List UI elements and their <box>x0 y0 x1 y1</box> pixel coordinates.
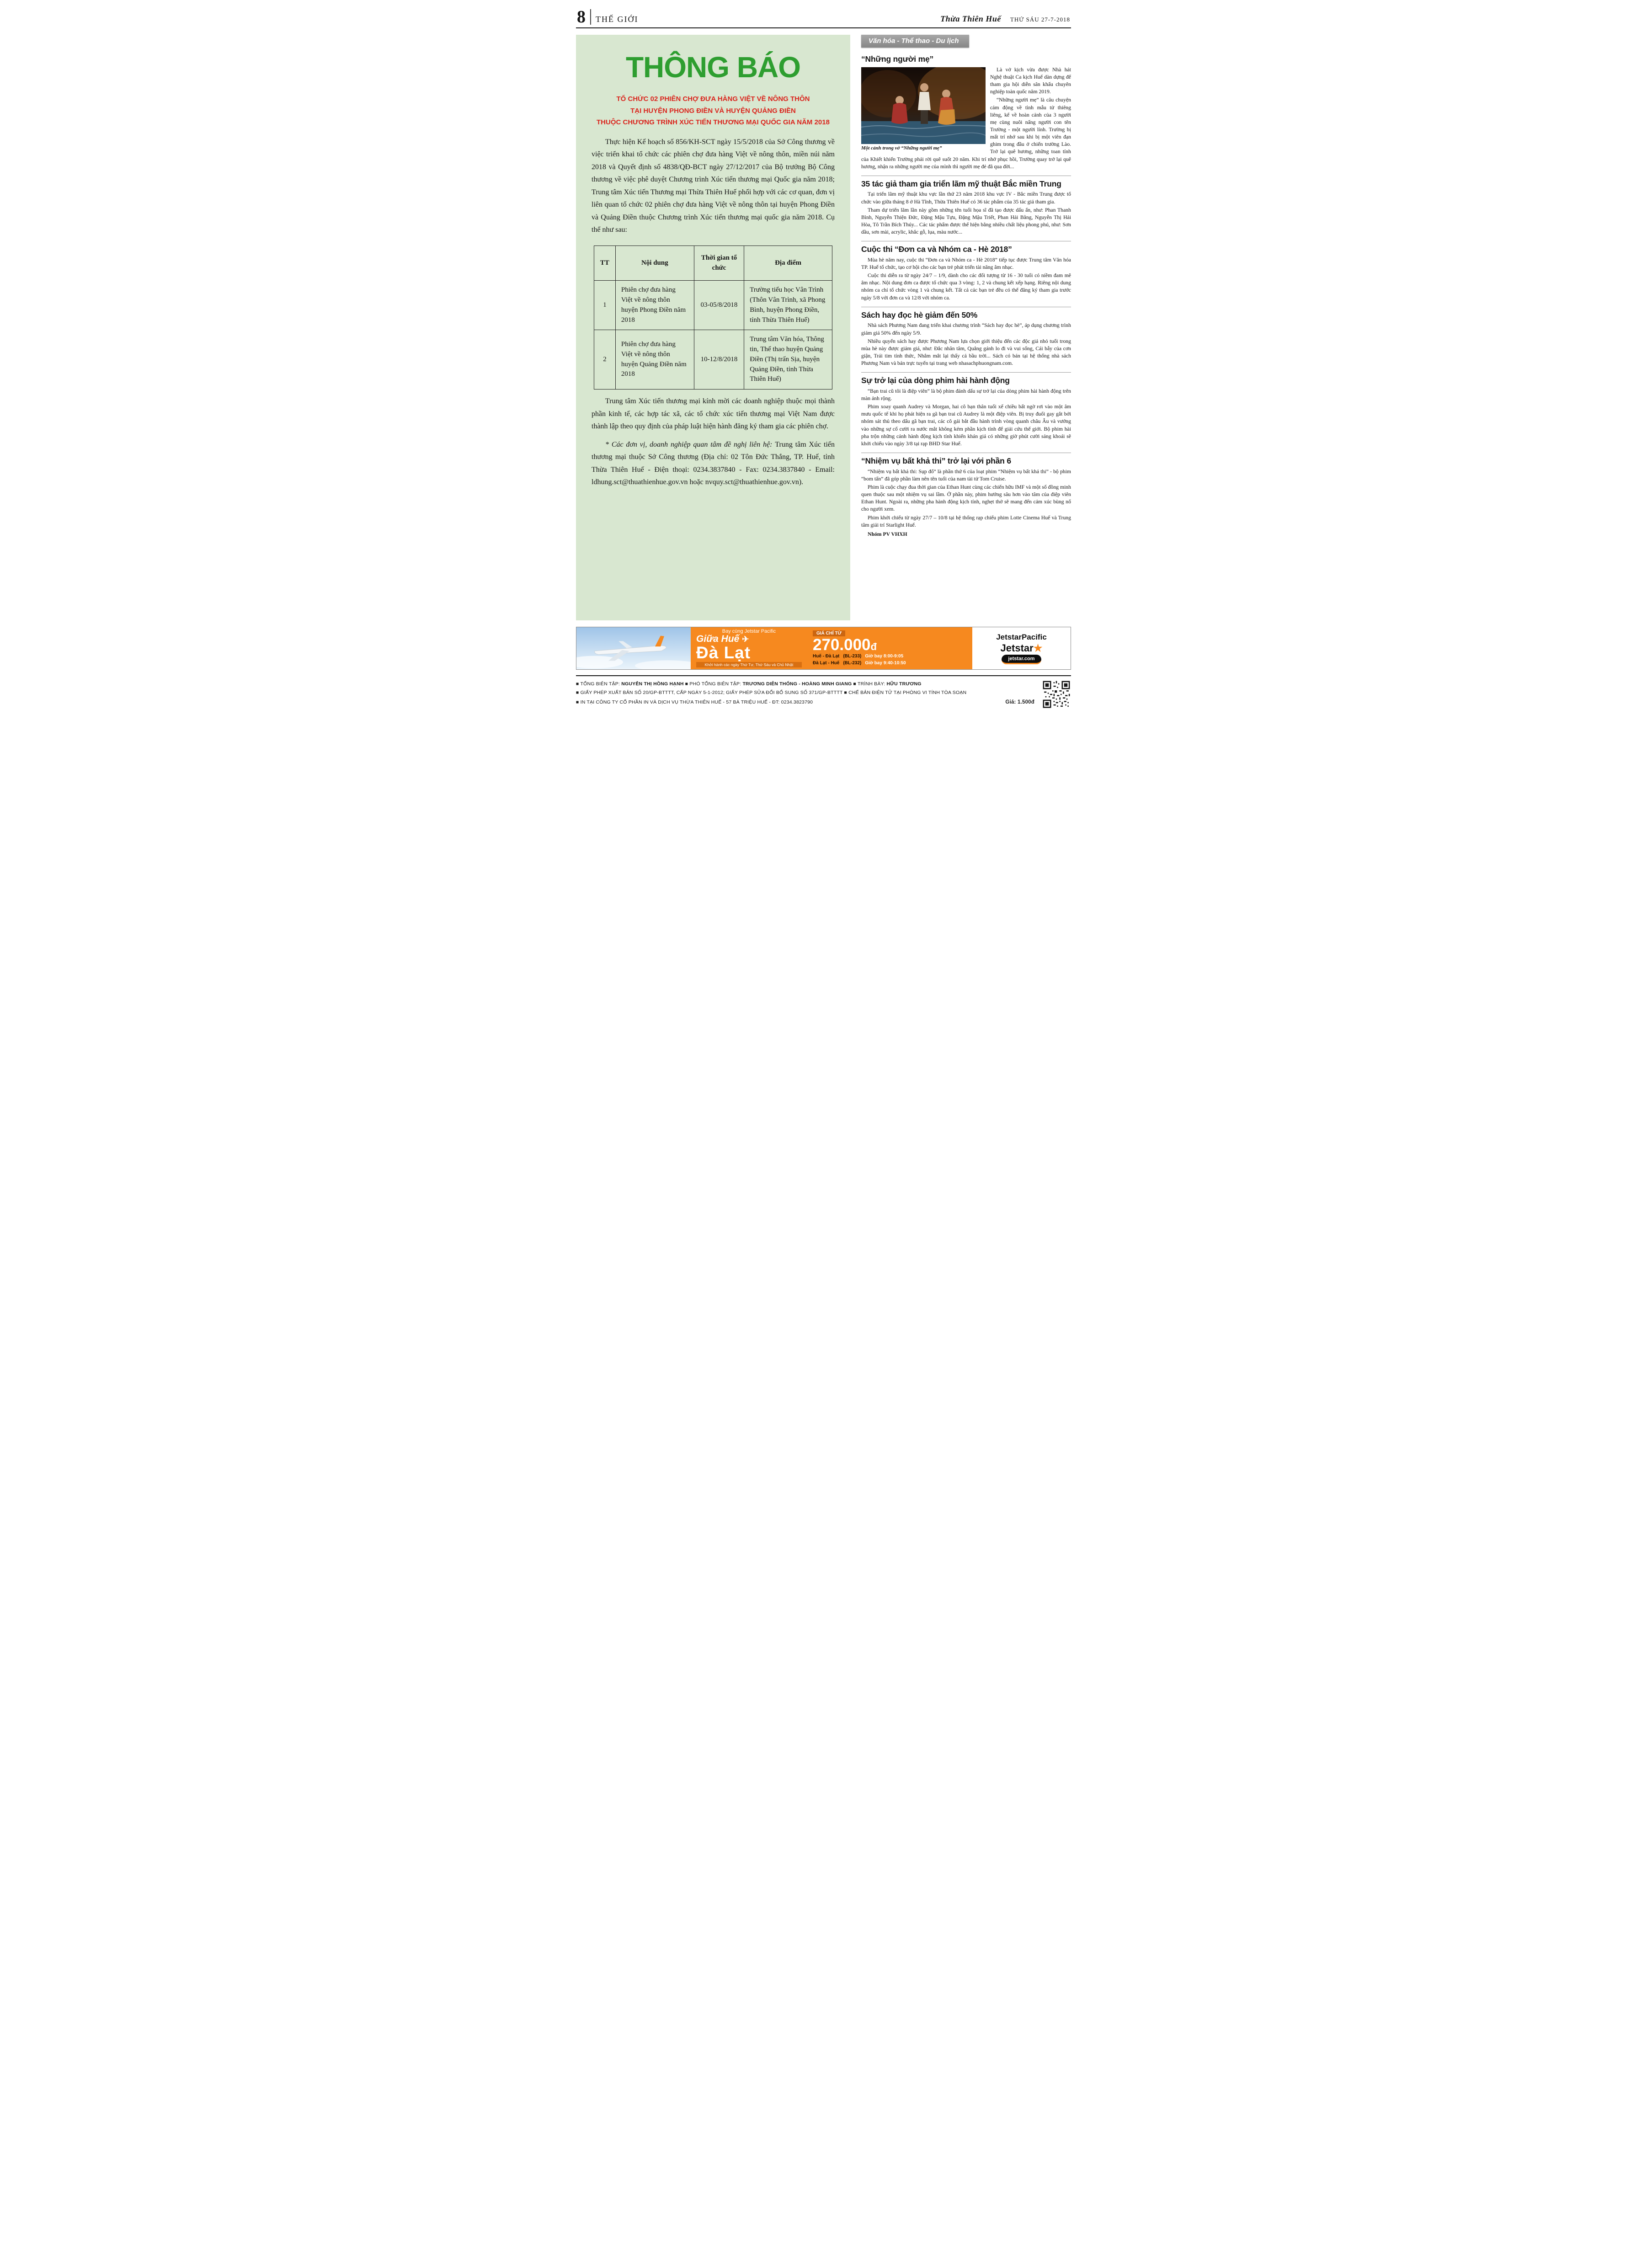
imprint-line-3 <box>576 698 1034 707</box>
article-headline: “Những người mẹ” <box>861 54 934 64</box>
section-title: THẾ GIỚI <box>596 14 639 24</box>
article-cuoc-thi-don-ca <box>861 241 1071 306</box>
announcement-contact <box>592 438 835 489</box>
article-paragraph: “Bạn trai cũ tôi là điệp viên” là bộ phim đánh dấu sự trở lại của dòng phim hài hành động trên màn ảnh rộng. <box>861 388 1071 402</box>
imprint-footer <box>576 675 1071 709</box>
cell-diadiem: Trường tiểu học Vân Trình (Thôn Vân Trình, xã Phong Bình, huyện Phong Điền, tỉnh Thừa Thiên Huế) <box>744 281 832 330</box>
article-headline: 35 tác giả tham gia triển lãm mỹ thuật Bắc miền Trung <box>861 179 1061 188</box>
cell-thoigian: 03-05/8/2018 <box>694 281 744 330</box>
ad-price-block <box>807 627 972 669</box>
table-row <box>594 330 832 390</box>
deputy-editors: TRƯƠNG DIÊN THỐNG - HOÀNG MINH GIANG <box>742 681 852 687</box>
imprint-printing-info: ■ IN TẠI CÔNG TY CỔ PHẦN IN VÀ DỊCH VỤ THỪA THIÊN HUẾ - 57 BÀ TRIỆU HUẾ - ĐT: 0234.3823790 <box>576 699 813 705</box>
culture-column <box>861 35 1071 620</box>
article-nhiem-vu-bat-kha-thi <box>861 453 1071 543</box>
imprint-label: ■ TRÌNH BÀY: <box>852 681 887 687</box>
article-phim-hai-hanh-dong <box>861 372 1071 453</box>
flight-time: Giờ bay 8:00-9:05 <box>865 654 904 659</box>
article-paragraph: “Nhiệm vụ bất khả thi: Sụp đổ” là phần thứ 6 của loạt phim “Nhiệm vụ bất khả thi” - bộ phim “bom tấn” đã góp phần làm nên tên tuổi của nam tài tử Tom Cruise. <box>861 468 1071 482</box>
issue-date: THỨ SÁU 27-7-2018 <box>1010 16 1070 23</box>
header-left <box>577 9 638 25</box>
article-paragraph: Phim xoay quanh Audrey và Morgan, hai cô bạn thân tuổi xế chiều bất ngờ rơi vào một âm mưu quốc tế khi họ phát hiện ra gã bạn trai cũ Audrey là một điệp viên. Bị truy đuổi gay gắt bởi nhóm sát thủ theo dấu gã bạn trai, các cô gái bắt đầu hành trình vòng quanh châu Âu và vướng vào những sự cố cười ra nước mắt không kém phần kịch tính để giải cứu thế giới. Bộ phim hài pha trộn những cảnh hành động kịch tính khiến khán giả có những giờ phút cười sảng khoái sẽ khởi chiếu vào ngày 3/8 tại rạp BHD Star Huế. <box>861 404 1071 447</box>
imprint-line-1 <box>576 680 1034 688</box>
theater-scene-photo <box>861 67 986 144</box>
cell-diadiem: Trung tâm Văn hóa, Thông tin, Thể thao huyện Quảng Điền (Thị trấn Sịa, huyện Quảng Điền, tỉnh Thừa Thiên Huế) <box>744 330 832 390</box>
jetstar-website-pill: jetstar.com <box>1002 655 1041 664</box>
layout-designer: HỮU TRƯƠNG <box>886 681 922 687</box>
article-sach-hay-doc-he <box>861 307 1071 372</box>
jetstar-logo-text: Jetstar <box>1000 642 1034 654</box>
photo-caption: Một cảnh trong vở “Những người mẹ” <box>861 145 942 151</box>
ad-origin-text: Giữa Huế <box>696 634 740 644</box>
flight-route: Huế - Đà Lạt <box>813 654 840 659</box>
article-paragraph: Mùa hè năm nay, cuộc thi “Đơn ca và Nhóm ca - Hè 2018” tiếp tục được Trung tâm Văn hóa TP. Huế tổ chức, tạo cơ hội cho các bạn trẻ phát triển tài năng âm nhạc. <box>861 256 1071 271</box>
announcement-column <box>576 35 850 620</box>
ad-route-block <box>691 627 807 669</box>
imprint-lines <box>576 680 1034 707</box>
cell-tt: 1 <box>594 281 616 330</box>
contact-body: Trung tâm Xúc tiến thương mại thuộc Sở Công thương (Địa chỉ: 02 Tôn Đức Thắng, TP. Huế, tỉnh Thừa Thiên Huế - Điện thoại: 0234.3837840 - Fax: 0234.3837840 - Email: ldhung.sct@thuathienhue.gov.vn hoặc nvquy.sct@thuathienhue.gov.vn). <box>592 440 835 486</box>
announcement-subtitle <box>592 93 835 128</box>
cell-tt: 2 <box>594 330 616 390</box>
qr-code <box>1042 680 1071 709</box>
ad-tagline: Bay cùng Jetstar Pacific <box>722 629 776 634</box>
article-headline: Sách hay đọc hè giảm đến 50% <box>861 310 978 320</box>
article-paragraph: Là vở kịch vừa được Nhà hát Nghệ thuật Ca kịch Huế dàn dựng để tham gia hội diễn sân khấu chuyên nghiệp toàn quốc năm 2019. <box>990 66 1071 95</box>
article-paragraph: Phim là cuộc chạy đua thời gian của Ethan Hunt cùng các chiến hữu IMF và một số đồng minh quen thuộc sau một nhiệm vụ sai lầm. Ở phần này, phim hướng sâu hơn vào tâm của điệp viên Ethan Hunt. Ngoài ra, những pha hành động kịch tính, nghẹt thở sẽ mang đến cảm xúc bùng nổ cho người xem. <box>861 484 1071 512</box>
column-header-tt: TT <box>594 245 616 281</box>
ad-brand-block <box>972 627 1071 669</box>
article-headline: Cuộc thi “Đơn ca và Nhóm ca - Hè 2018” <box>861 245 1012 254</box>
ad-flight-row <box>813 660 967 667</box>
announcement-intro: Thực hiện Kế hoạch số 856/KH-SCT ngày 15/5/2018 của Sở Công thương về việc triển khai tổ chức các phiên chợ đưa hàng Việt về nông thôn, miền núi năm 2018 và Quyết định số 4838/QĐ-BCT ngày 27/12/2017 của Bộ trưởng Bộ Công thương về việc phê duyệt Chương trình Xúc tiến thương mại Quốc gia năm 2018; Trung tâm Xúc tiến Thương mại Thừa Thiên Huế phối hợp với các cơ quan, đơn vị liên quan tổ chức 02 phiên chợ đưa hàng Việt về nông thôn tại huyện Phong Điền và Quảng Điền thuộc Chương trình Xúc tiến thương mại quốc gia năm 2018. Cụ thể như sau: <box>592 138 835 234</box>
flight-time: Giờ bay 9:40-10:50 <box>865 661 906 666</box>
ad-orange-panel <box>691 627 972 669</box>
jetstar-ad-banner <box>576 627 1071 670</box>
announcement-box <box>576 35 850 620</box>
article-paragraph: Nhiều quyển sách hay được Phương Nam lựa chọn giới thiệu đến các độc giả nhỏ tuổi trong mùa hè này được giảm giá, như: Đắc nhân tâm, Quẳng gánh lo đi và vui sống, Cái bẫy của cơn giận, Trái tim tỉnh thức, Nhắm mắt lại thấy cả bầu trời... Sách có bán tại hệ thống nhà sách Phương Nam và bán trực tuyến tại trang web nhasachphuongnam.com. <box>861 338 1071 367</box>
header-right <box>940 14 1070 25</box>
airplane-image <box>576 627 691 669</box>
flight-code: (BL-232) <box>843 661 862 666</box>
table-header-row <box>594 245 832 281</box>
column-header-noidung: Nội dung <box>615 245 694 281</box>
page-number: 8 <box>577 7 586 27</box>
article-paragraph: Cuộc thi diễn ra từ ngày 24/7 – 1/9, dành cho các đối tượng từ 16 - 30 tuổi có niềm đam mê âm nhạc. Nội dung đơn ca được tổ chức qua 3 vòng: 1, 2 và chung kết xếp hạng. Riêng nội dung nhóm ca chỉ tổ chức vòng 1 và chung kết. Tất cả các bạn trẻ đều có thể đăng ký tham gia trước ngày 5/8 với đơn ca và 12/8 với nhóm ca. <box>861 272 1071 301</box>
ad-schedule-note: Khởi hành các ngày Thứ Tư, Thứ Sáu và Chủ Nhật <box>696 662 802 667</box>
newspaper-page <box>564 0 1083 715</box>
article-paragraph: “Những người mẹ” là câu chuyện cảm động về tình mẫu tử thiêng liêng, kể về hoàn cảnh của 3 người mẹ cùng nuôi nấng người con tên Trường - một người lính. Trường bị mất trí nhớ sau khi bị một viên đạn ghim trong đầu ở chiến trường Lào. Trở lại quê hương, những toan tính của Khiết khiến Trường phải rời quê suốt 20 năm. Khi trí nhớ phục hồi, Trường quay trở lại quê hương, nhận ra những người mẹ của mình thì người mẹ đẻ đã qua đời... <box>861 97 1071 170</box>
subtitle-line: TỔ CHỨC 02 PHIÊN CHỢ ĐƯA HÀNG VIỆT VỀ NÔNG THÔN <box>616 95 810 103</box>
article-photo-figure <box>861 67 986 152</box>
column-header-thoigian: Thời gian tổ chức <box>694 245 744 281</box>
announcement-closing: Trung tâm Xúc tiến thương mại kính mời các doanh nghiệp thuộc mọi thành phần kinh tế, các hợp tác xã, các tổ chức xúc tiến thương mại Việt Nam được thành lập theo quy định của pháp luật hiện hành đăng ký tham gia các phiên chợ. <box>592 397 835 431</box>
ad-price-unit: đ <box>870 641 877 652</box>
jetstar-star-icon: ★ <box>1033 642 1043 654</box>
page-header <box>576 7 1071 27</box>
subtitle-line: TẠI HUYỆN PHONG ĐIỀN VÀ HUYỆN QUẢNG ĐIỀN <box>630 107 796 115</box>
editor-in-chief: NGUYỄN THỊ HỒNG HẠNH <box>621 681 684 687</box>
subtitle-line: THUỘC CHƯƠNG TRÌNH XÚC TIẾN THƯƠNG MẠI QUỐC GIA NĂM 2018 <box>597 118 830 127</box>
article-headline: Sự trở lại của dòng phim hài hành động <box>861 376 1010 385</box>
header-rule <box>576 27 1071 28</box>
imprint-label: ■ TỔNG BIÊN TẬP: <box>576 681 622 687</box>
ad-flight-row <box>813 653 967 660</box>
column-header-diadiem: Địa điểm <box>744 245 832 281</box>
article-headline: “Nhiệm vụ bất khả thi” trở lại với phần 6 <box>861 456 1011 466</box>
ad-price-number: 270.000 <box>813 636 871 654</box>
article-paragraph: Tại triển lãm mỹ thuật khu vực lần thứ 23 năm 2018 khu vực IV - Bắc miền Trung được tổ chức vào giữa tháng 8 ở Hà Tĩnh, Thừa Thiên Huế có 36 tác phẩm của 35 tác giả tham gia. <box>861 191 1071 205</box>
announcement-table <box>594 245 832 390</box>
imprint-label: ■ PHÓ TỔNG BIÊN TẬP: <box>683 681 743 687</box>
flight-route: Đà Lạt - Huế <box>813 661 840 666</box>
cell-thoigian: 10-12/8/2018 <box>694 330 744 390</box>
article-nhung-nguoi-me <box>861 51 1071 176</box>
header-divider <box>590 9 591 25</box>
cover-price: Giá: 1.500đ <box>1005 699 1034 705</box>
ad-origin <box>696 634 802 644</box>
cell-noidung: Phiên chợ đưa hàng Việt về nông thôn huyện Phong Điền năm 2018 <box>615 281 694 330</box>
plane-icon: ✈ <box>742 635 749 644</box>
article-paragraph: Phim khởi chiếu từ ngày 27/7 – 10/8 tại hệ thống rạp chiếu phim Lotte Cinema Huế và Trung tâm giải trí Starlight Huế. <box>861 514 1071 528</box>
flight-code: (BL-233) <box>843 654 862 659</box>
byline: Nhóm PV VHXH <box>868 531 907 537</box>
table-row <box>594 281 832 330</box>
imprint-line-2: ■ GIẤY PHÉP XUẤT BẢN SỐ 20/GP-BTTTT, CẤP NGÀY 5-1-2012; GIẤY PHÉP SỬA ĐỔI BỔ SUNG SỐ 371/GP-BTTTT ■ CHẾ BẢN ĐIỆN TỬ TẠI PHÒNG VI TÍNH TÒA SOẠN <box>576 690 967 696</box>
jetstar-logo <box>1001 643 1043 653</box>
ad-price-label: GIÁ CHỈ TỪ <box>813 630 845 636</box>
cell-noidung: Phiên chợ đưa hàng Việt về nông thôn huyện Quảng Điền năm 2018 <box>615 330 694 390</box>
article-paragraph: Tham dự triển lãm lần này gồm những tên tuổi họa sĩ đã tạo được dấu ấn, như: Phan Thanh Bình, Nguyễn Thiện Đức, Đặng Mậu Tựu, Đặng Mậu Triết, Phan Hải Bằng, Nguyễn Thị Hải Hòa, Tô Trần Bích Thúy... Các tác phẩm được thể hiện bằng nhiều chất liệu phong phú, như: Sơn dầu, sơn mài, acrylic, khắc gỗ, lụa, màu nước... <box>861 207 1071 235</box>
announcement-title: THÔNG BÁO <box>625 51 801 84</box>
ad-price-value <box>813 637 967 653</box>
section-badge: Văn hóa - Thể thao - Du lịch <box>861 35 969 48</box>
ad-airplane-photo <box>576 627 691 669</box>
main-content <box>576 35 1071 620</box>
article-paragraph: Nhà sách Phương Nam đang triển khai chương trình “Sách hay đọc hè”, áp dụng chương trình giảm giá 50% đến ngày 5/9. <box>861 322 1071 336</box>
article-trien-lam-my-thuat <box>861 176 1071 241</box>
contact-lead: * Các đơn vị, doanh nghiệp quan tâm đề nghị liên hệ: <box>605 440 775 448</box>
jetstar-pacific-logo: JetstarPacific <box>996 632 1047 641</box>
ad-destination: Đà Lạt <box>696 643 751 662</box>
newspaper-logo: Thừa Thiên Huế <box>940 14 1001 24</box>
